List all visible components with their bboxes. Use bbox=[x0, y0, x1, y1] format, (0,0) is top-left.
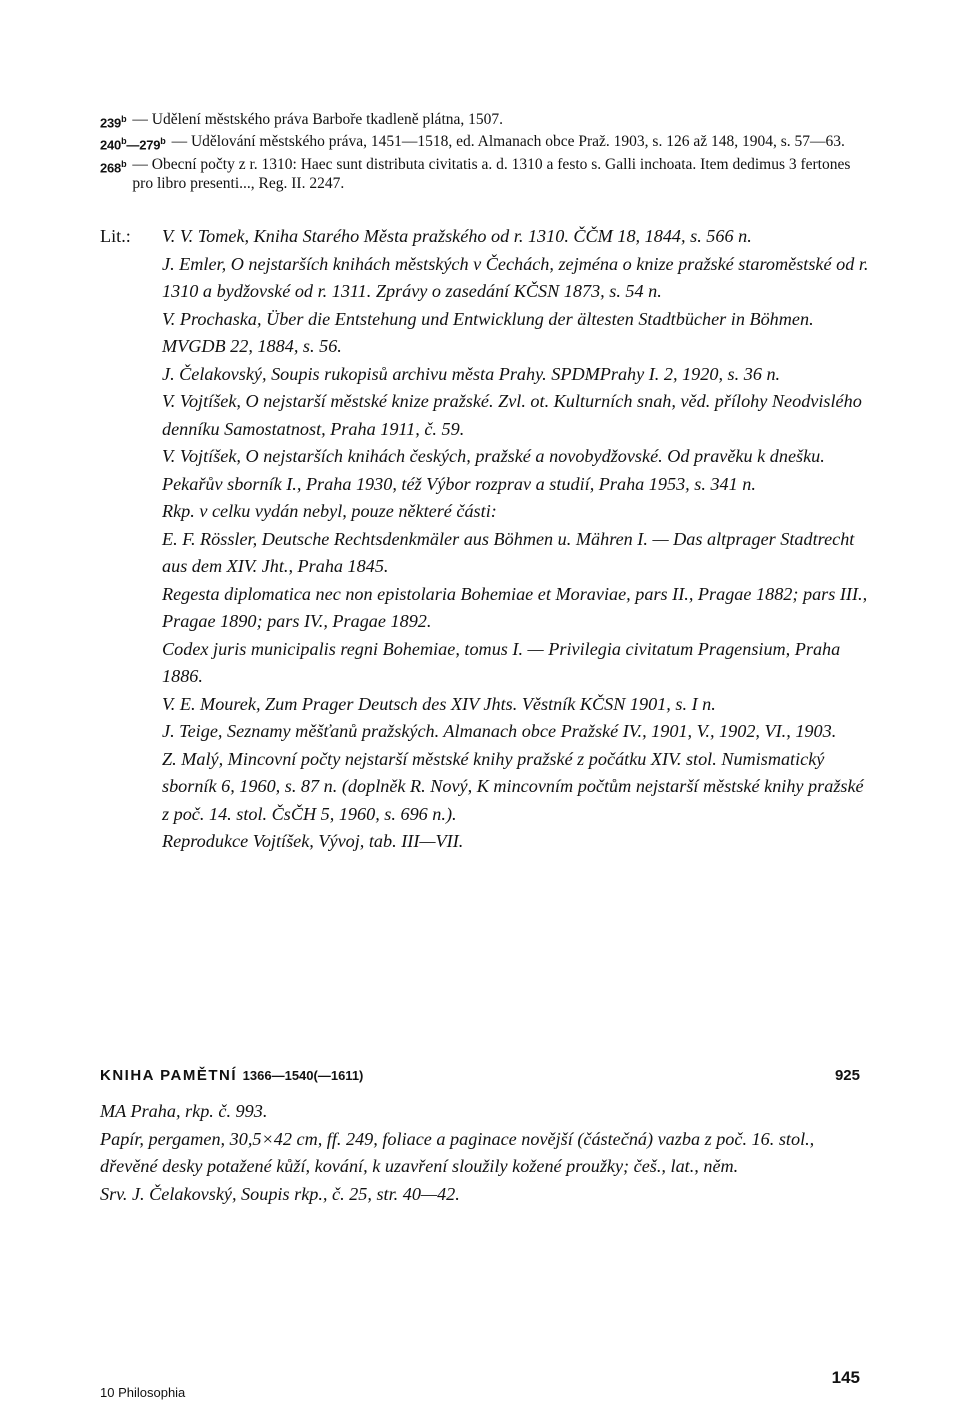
description-line: Papír, pergamen, 30,5×42 cm, ff. 249, foliace a paginace novější (částečná) vazba z poč. 16. stol., dřevěné desky potažené kůží, kování, k uzavření sloužily kožené proužky; češ., lat., něm. bbox=[100, 1128, 815, 1176]
folio-text: — Udělování městského práva, 1451—1518, ed. Almanach obce Praž. 1903, s. 126 až 148, 1904, s. 57—63. bbox=[171, 133, 845, 151]
description-line: Srv. J. Čelakovský, Soupis rkp., č. 25, str. 40—42. bbox=[100, 1183, 460, 1204]
literature-ref: Rkp. v celku vydán nebyl, pouze některé části: bbox=[162, 501, 497, 521]
literature-ref: V. Vojtíšek, O nejstarších knihách českých, pražské a novobydžovské. Od pravěku k dnešku. Pekařův sborník I., Praha 1930, též Výbor rozprav a studií, Praha 1953, s. 341 n. bbox=[162, 446, 825, 494]
folio-ref: 239$^b$ bbox=[100, 114, 127, 131]
folio-ref: 268$^b$ bbox=[100, 158, 127, 175]
folio-entry bbox=[100, 155, 870, 193]
literature-ref: V. Vojtíšek, O nejstarší městské knize pražské. Zvl. ot. Kulturních snah, věd. přílohy Neodvislého denníku Samostatnost, Praha 1911, č. 59. bbox=[162, 391, 862, 439]
literature-ref: J. Emler, O nejstarších knihách městských v Čechách, zejména o knize pražské staroměstské od r. 1310 a bydžovské od r. 1311. Zprávy o zasedání KČSN 1873, s. 54 n. bbox=[162, 253, 869, 301]
section-title: KNIHA PAMĚTNÍ 1366—1540(—1611) bbox=[100, 1067, 364, 1084]
literature-ref: V. E. Mourek, Zum Prager Deutsch des XIV Jhts. Věstník KČSN 1901, s. I n. bbox=[162, 693, 716, 714]
folio-entry bbox=[100, 132, 870, 154]
literature-ref: Z. Malý, Mincovní počty nejstarší městské knihy pražské z počátku XIV. stol. Numismatický sborník 6, 1960, s. 87 n. (doplněk R. Nový, K mincovním počtům nejstarší městské knihy pražské z poč. 14. stol. ČsČH 5, 1960, s. 696 n.). bbox=[162, 748, 864, 824]
folio-ref: 240$^b$—279$^b$ bbox=[100, 136, 166, 153]
section-number: 925 bbox=[834, 1067, 860, 1084]
section-years: 1366—1540(—1611) bbox=[242, 1068, 364, 1083]
literature-ref: Codex juris municipalis regni Bohemiae, tomus I. — Privilegia civitatum Pragensium, Praha 1886. bbox=[162, 638, 841, 686]
literature-ref: V. Prochaska, Über die Entstehung und Entwicklung der ältesten Stadtbücher in Böhmen. MVGDB 22, 1884, s. 56. bbox=[162, 308, 814, 356]
folio-text: — Udělení městského práva Barboře tkadleně plátna, 1507. bbox=[132, 111, 503, 128]
literature-ref: V. V. Tomek, Kniha Starého Města pražského od r. 1310. ČČM 18, 1844, s. 566 n. bbox=[162, 226, 752, 246]
literature-ref: Regesta diplomatica nec non epistolaria Bohemiae et Moraviae, pars II., Pragae 1882; pars III., Pragae 1890; pars IV., Pragae 1892. bbox=[162, 583, 868, 631]
folio-text: — Obecní počty z r. 1310: Haec sunt distributa civitatis a. d. 1310 a festo s. Galli inchoata. Item dedimus 3 fertones pro libro presenti..., Reg. II. 2247. bbox=[132, 155, 851, 192]
folio-entry bbox=[100, 110, 870, 132]
literature-list bbox=[162, 223, 870, 856]
section-heading bbox=[100, 1066, 860, 1086]
literature-ref: J. Čelakovský, Soupis rukopisů archivu města Prahy. SPDMPrahy I. 2, 1920, s. 36 n. bbox=[162, 363, 781, 384]
description-line: MA Praha, rkp. č. 993. bbox=[100, 1101, 268, 1121]
page-number: 145 bbox=[831, 1368, 860, 1387]
printer-signature: 10 Philosophia bbox=[100, 1385, 186, 1400]
literature-label: Lit.: bbox=[100, 226, 131, 246]
literature-section bbox=[100, 223, 870, 856]
literature-ref: J. Teige, Seznamy měšťanů pražských. Almanach obce Pražské IV., 1901, V., 1902, VI., 1903. bbox=[162, 721, 837, 741]
manuscript-description bbox=[100, 1098, 862, 1208]
folio-entries bbox=[100, 110, 870, 193]
literature-ref: Reprodukce Vojtíšek, Vývoj, tab. III—VII. bbox=[162, 831, 464, 851]
literature-ref: E. F. Rössler, Deutsche Rechtsdenkmäler aus Böhmen u. Mähren I. — Das altprager Stadtrecht aus dem XIV. Jht., Praha 1845. bbox=[162, 528, 855, 576]
